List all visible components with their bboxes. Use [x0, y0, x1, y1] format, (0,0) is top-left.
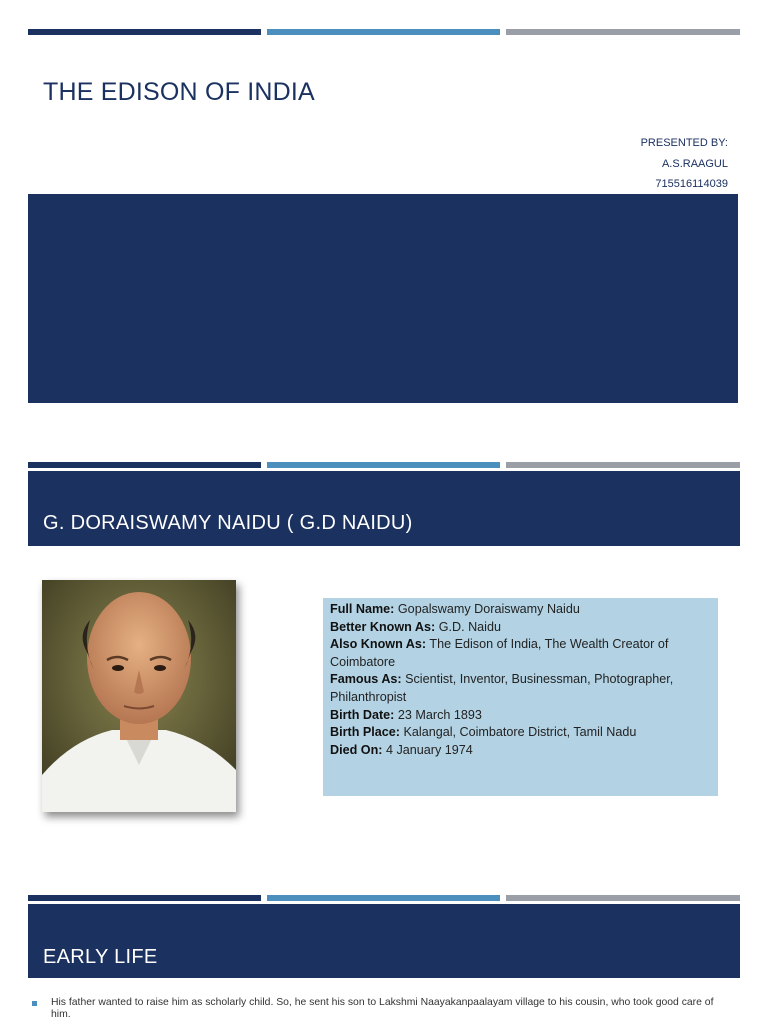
portrait-photo: [42, 580, 236, 812]
info-also-known-as: [330, 636, 710, 671]
presenter-id: 715516114039: [655, 178, 728, 190]
info-label: Birth Date:: [330, 707, 395, 722]
accent-bar-gray: [506, 29, 740, 35]
info-value: 23 March 1893: [397, 707, 482, 722]
info-label: Famous As:: [330, 672, 402, 687]
slide1-accent-bars: [28, 29, 740, 35]
presented-by-label: PRESENTED BY:: [640, 137, 728, 149]
biography-info-box: [323, 598, 718, 796]
info-birth-place: [330, 724, 710, 742]
portrait-illustration: [42, 580, 236, 812]
bullet-text: His father wanted to raise him as scholarly child. So, he sent his son to Lakshmi Naayakanpaalayam village to his cousin, who took good care of him.: [51, 997, 714, 1020]
info-died-on: [330, 742, 710, 760]
info-label: Better Known As:: [330, 619, 436, 634]
info-label: Also Known As:: [330, 637, 427, 652]
accent-bar-gray: [506, 462, 740, 468]
info-value: Scientist, Inventor, Businessman, Photographer, Philanthropist: [330, 672, 674, 704]
slide2-title-banner: [28, 471, 740, 546]
info-label: Died On:: [330, 742, 383, 757]
accent-bar-blue: [267, 462, 500, 468]
slide3-accent-bars: [28, 895, 740, 901]
presenter-block: [641, 133, 728, 195]
info-value: G.D. Naidu: [438, 619, 501, 634]
accent-bar-navy: [28, 29, 261, 35]
accent-bar-gray: [506, 895, 740, 901]
accent-bar-navy: [28, 462, 261, 468]
info-value: The Edison of India, The Wealth Creator of Coimbatore: [330, 637, 669, 669]
presenter-name: A.S.RAAGUL: [661, 157, 728, 170]
slide1-footer-block: [28, 194, 738, 403]
slide3-title-banner: [28, 904, 740, 978]
info-full-name: [330, 601, 710, 619]
info-value: 4 January 1974: [385, 742, 473, 757]
accent-bar-blue: [267, 895, 500, 901]
bullet-square-icon: [32, 1001, 37, 1006]
info-value: Gopalswamy Doraiswamy Naidu: [397, 602, 580, 616]
slide1-title: THE EDISON OF INDIA: [43, 78, 315, 106]
accent-bar-blue: [267, 29, 500, 35]
info-label: Full Name:: [330, 602, 395, 616]
slide2-title: G. DORAISWAMY NAIDU ( G.D NAIDU): [43, 512, 413, 534]
info-famous-as: [330, 671, 710, 706]
slide2-accent-bars: [28, 462, 740, 468]
info-value: Kalangal, Coimbatore District, Tamil Nadu: [403, 725, 637, 740]
slide3-title: EARLY LIFE: [43, 946, 158, 968]
accent-bar-navy: [28, 895, 261, 901]
info-label: Birth Place:: [330, 725, 400, 740]
info-birth-date: [330, 707, 710, 725]
info-better-known-as: [330, 619, 710, 637]
